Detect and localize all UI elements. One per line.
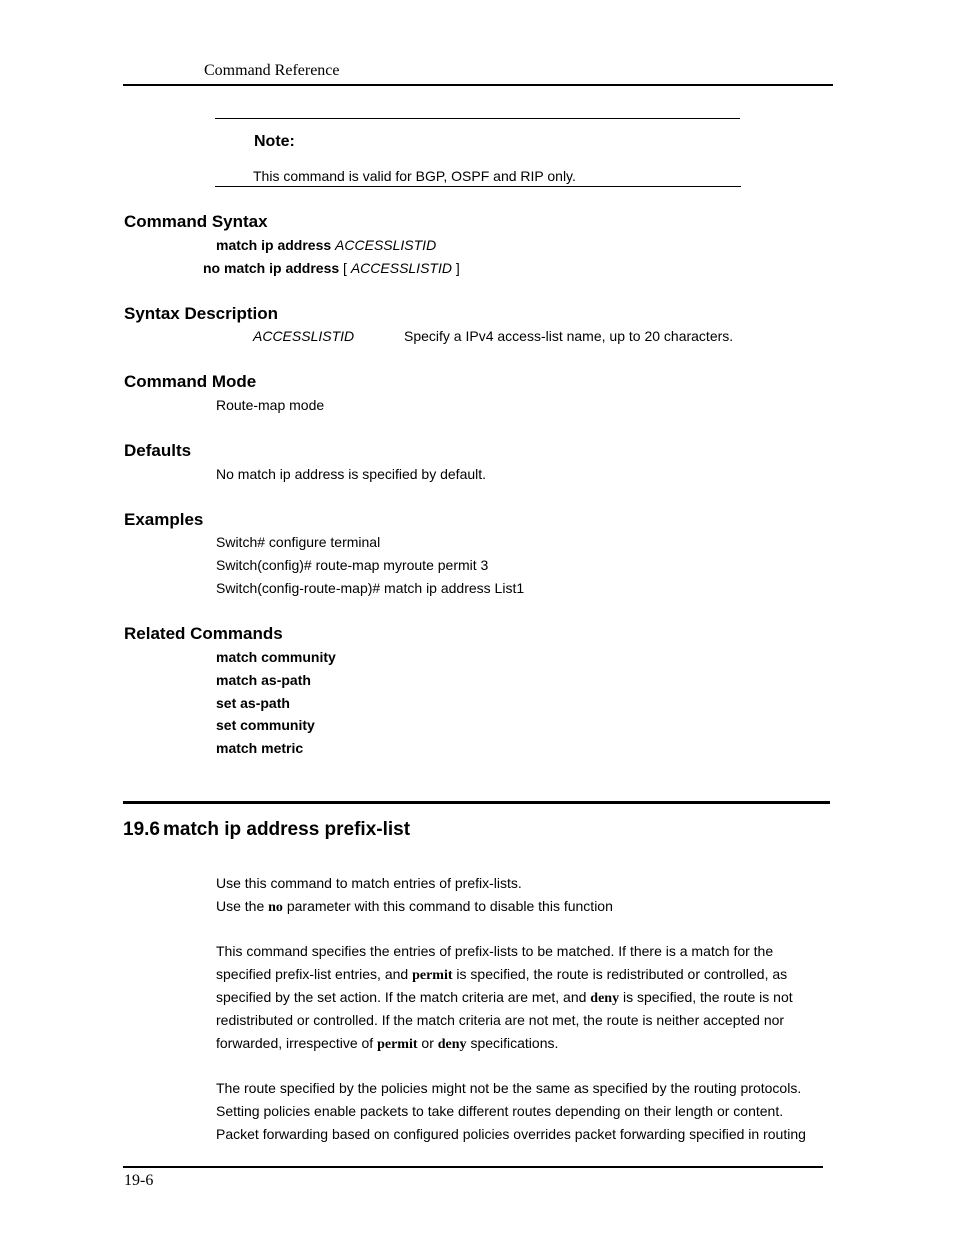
related-command-item: match community [216, 649, 336, 665]
syntax-param: ACCESSLISTID [253, 328, 355, 344]
section-rule [123, 801, 830, 804]
text-run: is specified, the route is not [622, 989, 793, 1005]
syntax-line-1 [216, 237, 436, 253]
text-run: or [421, 1035, 434, 1051]
paragraph-2-line-5 [216, 1035, 558, 1053]
note-label: Note: [254, 133, 295, 150]
paragraph-1-line-2 [216, 898, 613, 916]
syntax-param-description: Specify a IPv4 access-list name, up to 20 characters. [404, 328, 734, 344]
note-bottom-rule [215, 186, 741, 187]
text-run: forwarded, irrespective of [216, 1035, 374, 1051]
keyword-deny: deny [437, 1037, 467, 1052]
paragraph-3-line-2: Setting policies enable packets to take different routes depending on their length or content. [216, 1103, 784, 1119]
section-title: match ip address prefix-list [162, 819, 411, 840]
text-run: parameter with this command to disable this function [286, 898, 613, 914]
defaults-heading: Defaults [124, 441, 192, 460]
syntax-line-1-arg: ACCESSLISTID [335, 237, 437, 253]
example-line-1: Switch# configure terminal [216, 534, 381, 550]
paragraph-2-line-2 [216, 966, 787, 984]
related-command-item: set community [216, 717, 315, 733]
note-top-rule [215, 118, 740, 119]
command-syntax-heading: Command Syntax [124, 212, 268, 231]
paragraph-2-line-3 [216, 989, 793, 1007]
keyword-deny: deny [590, 991, 620, 1006]
syntax-line-2-open-bracket: [ [343, 260, 347, 276]
keyword-no: no [268, 900, 283, 915]
paragraph-1-line-1: Use this command to match entries of prefix-lists. [216, 875, 522, 891]
text-run: is specified, the route is redistributed or controlled, as [456, 966, 788, 982]
related-command-item: match as-path [216, 672, 311, 688]
command-mode-text: Route-map mode [216, 397, 325, 413]
text-run: specified by the set action. If the match criteria are met, and [216, 989, 587, 1005]
running-header: Command Reference [204, 62, 340, 79]
section-number: 19.6 [123, 819, 160, 840]
example-line-3: Switch(config-route-map)# match ip address List1 [216, 580, 525, 596]
header-rule [123, 84, 833, 86]
syntax-line-2 [203, 260, 460, 276]
related-command-item: set as-path [216, 695, 290, 711]
note-text: This command is valid for BGP, OSPF and RIP only. [253, 168, 576, 184]
text-run: Use the [216, 898, 265, 914]
paragraph-3-line-1: The route specified by the policies might not be the same as specified by the routing protocols. [216, 1080, 802, 1096]
syntax-line-2-arg: ACCESSLISTID [350, 260, 452, 276]
syntax-line-2-close-bracket: ] [455, 260, 460, 276]
page-number: 19-6 [124, 1172, 154, 1189]
related-commands-heading: Related Commands [124, 624, 283, 643]
text-run: specifications. [470, 1035, 559, 1051]
command-mode-heading: Command Mode [124, 372, 257, 391]
syntax-line-1-command: match ip address [216, 237, 332, 253]
footer-rule [123, 1166, 823, 1168]
syntax-line-2-command: no match ip address [203, 260, 340, 276]
related-command-item: match metric [216, 740, 304, 756]
paragraph-3-line-3: Packet forwarding based on configured policies overrides packet forwarding specified in routing [216, 1126, 806, 1142]
example-line-2: Switch(config)# route-map myroute permit 3 [216, 557, 489, 573]
examples-heading: Examples [124, 510, 204, 529]
section-heading [123, 819, 410, 841]
paragraph-2-line-4: redistributed or controlled. If the match criteria are not met, the route is neither accepted nor [216, 1012, 785, 1028]
text-run: specified prefix-list entries, and [216, 966, 409, 982]
syntax-description-heading: Syntax Description [124, 304, 278, 323]
keyword-permit: permit [412, 968, 453, 983]
defaults-text: No match ip address is specified by default. [216, 466, 487, 482]
keyword-permit: permit [377, 1037, 418, 1052]
paragraph-2-line-1: This command specifies the entries of prefix-lists to be matched. If there is a match for the [216, 943, 774, 959]
